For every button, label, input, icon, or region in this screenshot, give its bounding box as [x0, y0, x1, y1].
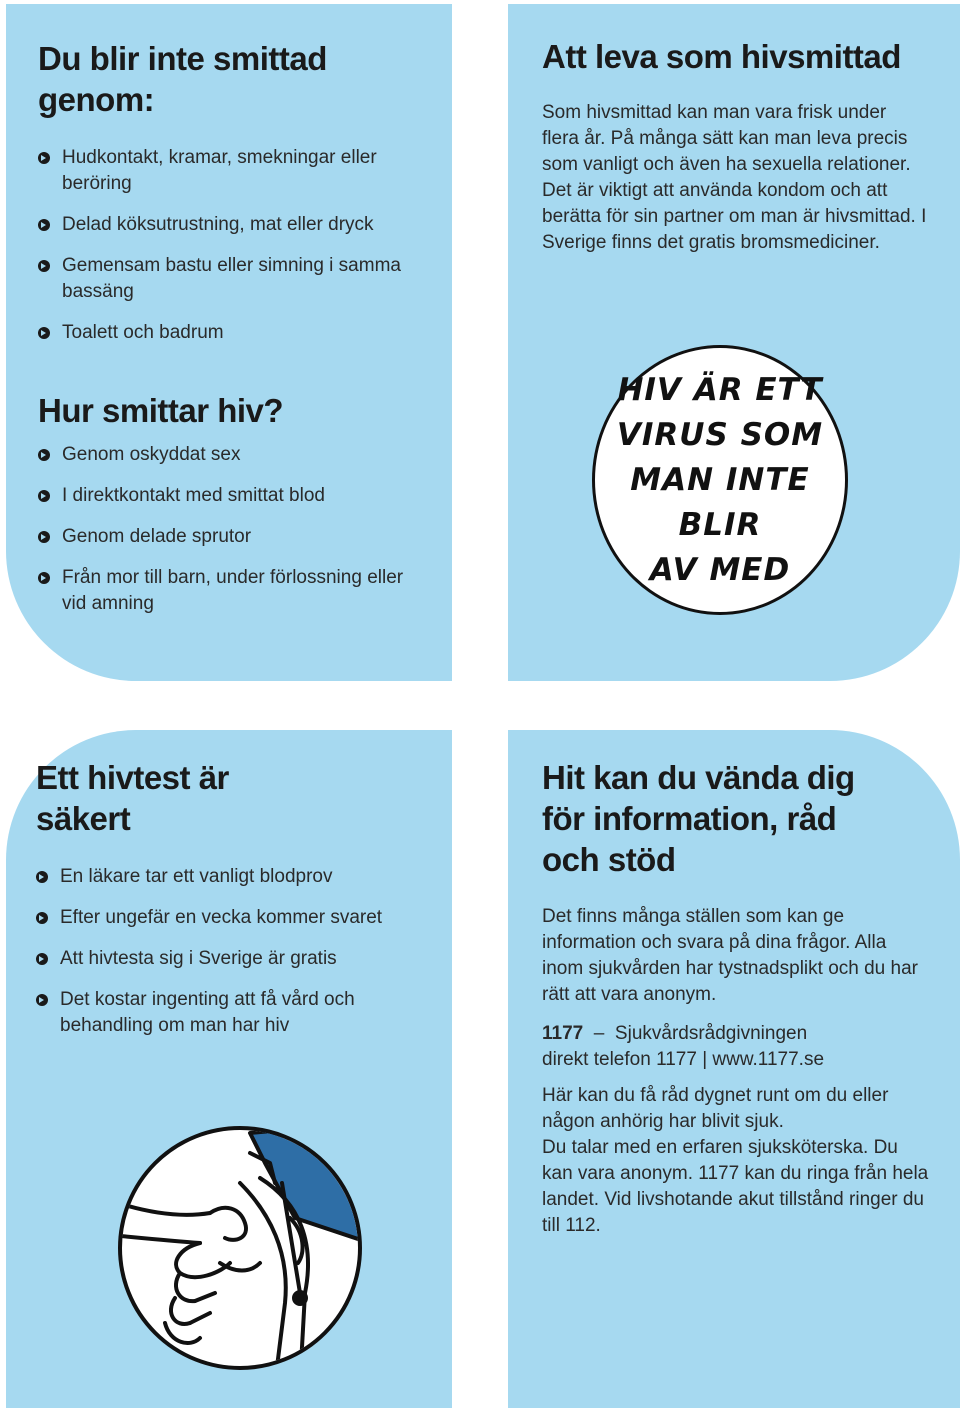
contact-dash: –	[588, 1023, 610, 1044]
heading-information: Hit kan du vända dig för information, råd och stöd	[542, 759, 855, 878]
list-item: Toalett och badrum	[38, 320, 408, 346]
bullet-icon	[38, 531, 50, 543]
info-text-2: Du talar med en erfaren sjuksköterska. Du kan vara anonym. 1177 kan du ringa från hela landet. Vid livshotande akut tillstånd ringer du till 112.	[542, 1137, 929, 1236]
list-how-transmitted	[38, 442, 408, 617]
bullet-icon	[36, 871, 48, 883]
list-item: Från mor till barn, under förlossning eller vid amning	[38, 565, 408, 617]
list-item: Det kostar ingenting att få vård och behandling om man har hiv	[36, 987, 416, 1039]
bullet-icon	[38, 219, 50, 231]
list-item: Att hivtesta sig i Sverige är gratis	[36, 946, 416, 972]
badge-text: HIV ÄR ETT VIRUS SOM MAN INTE BLIR AV MED	[616, 371, 824, 588]
bullet-icon	[38, 327, 50, 339]
bullet-icon	[38, 449, 50, 461]
info-text-1: Här kan du få råd dygnet runt om du eller någon anhörig har blivit sjuk.	[542, 1085, 889, 1132]
contact-1177	[542, 1021, 932, 1073]
bullet-icon	[38, 260, 50, 272]
contact-number: 1177	[542, 1023, 584, 1044]
heading-hiv-test: Ett hivtest är säkert	[36, 759, 229, 837]
list-item: Genom oskyddat sex	[38, 442, 408, 468]
heading-how-transmitted: Hur smittar hiv?	[38, 392, 284, 429]
heading-not-infected: Du blir inte smittad genom:	[38, 40, 327, 118]
list-item: I direktkontakt med smittat blod	[38, 483, 408, 509]
information-text: Det finns många ställen som kan ge information och svara på dina frågor. Alla inom sjukvården har tystnadsplikt och du har rätt att vara anonym.	[542, 906, 918, 1005]
list-item: Gemensam bastu eller simning i samma bassäng	[38, 253, 408, 305]
bullet-icon	[36, 953, 48, 965]
list-item: Genom delade sprutor	[38, 524, 408, 550]
list-item: Delad köksutrustning, mat eller dryck	[38, 212, 408, 238]
list-item: Hudkontakt, kramar, smekningar eller beröring	[38, 145, 408, 197]
blood-test-arm-icon	[100, 1123, 380, 1373]
contact-number-line	[542, 1021, 932, 1047]
list-item: Efter ungefär en vecka kommer svaret	[36, 905, 416, 931]
contact-name: Sjukvårdsrådgivningen	[614, 1023, 808, 1044]
heading-living-with-hiv: Att leva som hivsmittad	[542, 38, 901, 75]
list-not-infected	[38, 145, 408, 346]
bullet-icon	[38, 490, 50, 502]
bullet-icon	[38, 572, 50, 584]
list-hiv-test	[36, 864, 416, 1039]
bullet-icon	[36, 912, 48, 924]
list-item: En läkare tar ett vanligt blodprov	[36, 864, 416, 890]
living-with-hiv-text: Som hivsmittad kan man vara frisk under flera år. På många sätt kan man leva precis som vanligt och även ha sexuella relationer. Det är viktigt att använda kondom och att berätta för sin partner om man är hivsmittad. I Sverige finns det gratis bromsmediciner.	[542, 102, 927, 253]
bullet-icon	[36, 994, 48, 1006]
bullet-icon	[38, 152, 50, 164]
hiv-virus-badge	[592, 345, 848, 615]
contact-phone-web: direkt telefon 1177 | www.1177.se	[542, 1049, 825, 1070]
